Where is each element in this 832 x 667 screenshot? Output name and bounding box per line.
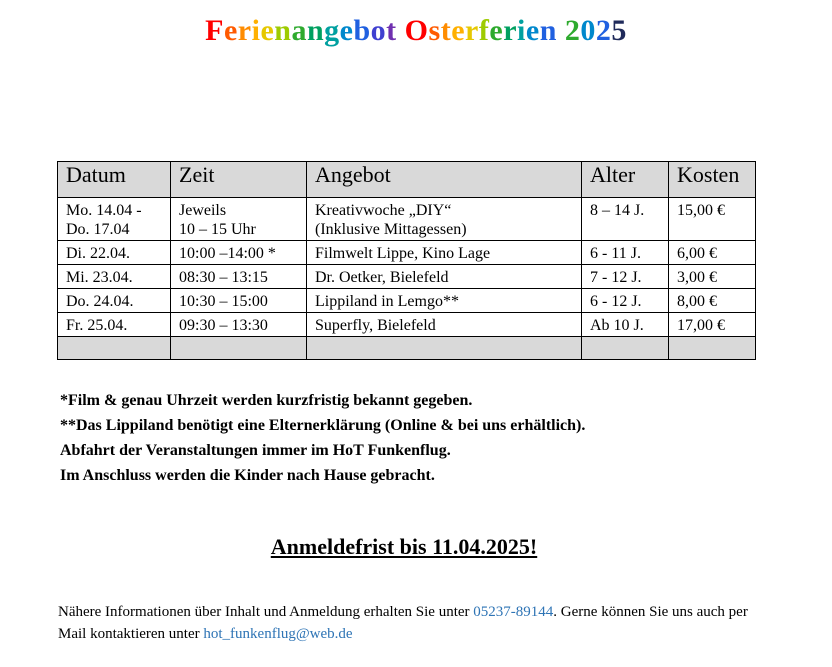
empty-cell [669,337,756,360]
table-row [58,265,756,289]
cell-alter: 6 - 12 J. [582,289,669,313]
offers-table [57,161,756,360]
cell-zeit: 09:30 – 13:30 [171,313,307,337]
title-letter: s [428,14,441,47]
header-alter: Alter [582,162,669,198]
title-letter: n [274,14,292,47]
table-header-row [58,162,756,198]
note-line: Abfahrt der Veranstaltungen immer im HoT Funkenflug. [60,442,451,459]
cell-angebot: Dr. Oetker, Bielefeld [307,265,582,289]
title-letter: n [306,14,325,47]
title-letter: e [223,14,238,47]
cell-kosten: 15,00 € [669,198,756,241]
title-letter: 0 [580,14,596,47]
empty-row [58,337,756,360]
table-row [58,289,756,313]
title-letter [397,14,405,47]
table-row [58,241,756,265]
title-letter: r [237,14,252,47]
cell-alter: 6 - 11 J. [582,241,669,265]
title-letter: f [478,14,490,47]
cell-angebot: Lippiland in Lemgo** [307,289,582,313]
empty-cell [171,337,307,360]
header-zeit: Zeit [171,162,307,198]
cell-kosten: 3,00 € [669,265,756,289]
note-line: Im Anschluss werden die Kinder nach Hause gebracht. [60,467,435,484]
empty-cell [582,337,669,360]
title-letter: r [465,14,479,47]
cell-alter: Ab 10 J. [582,313,669,337]
page-title [0,14,832,48]
note-line: **Das Lippiland benötigt eine Elternerklärung (Online & bei uns erhältlich). [60,417,586,434]
title-letter: o [370,14,387,47]
cell-alter: 7 - 12 J. [582,265,669,289]
email-link[interactable]: hot_funkenflug@web.de [203,626,353,642]
header-datum: Datum [58,162,171,198]
title-letter: g [324,14,340,47]
header-kosten: Kosten [669,162,756,198]
title-letter: e [525,14,540,47]
note-line: *Film & genau Uhrzeit werden kurzfristig bekannt gegeben. [60,392,473,409]
cell-datum: Fr. 25.04. [58,313,171,337]
notes [60,388,585,488]
empty-cell [307,337,582,360]
cell-zeit: 10:00 –14:00 * [171,241,307,265]
cell-alter: 8 – 14 J. [582,198,669,241]
table-row [58,313,756,337]
cell-datum: Di. 22.04. [58,241,171,265]
title-letter: 5 [611,14,627,47]
title-letter: e [489,14,504,47]
title-letter: t [386,14,397,47]
contact-info [58,601,758,645]
phone-link[interactable]: 05237-89144 [473,604,554,620]
cell-kosten: 17,00 € [669,313,756,337]
cell-zeit: Jeweils 10 – 15 Uhr [171,198,307,241]
title-letter: e [339,14,354,47]
cell-datum: Do. 24.04. [58,289,171,313]
title-letter: t [440,14,452,47]
title-letter [557,14,565,47]
cell-angebot: Superfly, Bielefeld [307,313,582,337]
cell-datum: Mi. 23.04. [58,265,171,289]
title-letter: b [353,14,371,47]
cell-kosten: 8,00 € [669,289,756,313]
title-letter: i [517,14,526,47]
title-letter: r [503,14,518,47]
empty-cell [58,337,171,360]
info-text: . Gerne können Sie uns auch per Mail kontaktieren unter [58,604,748,642]
title-letter: e [451,14,466,47]
cell-angebot: Filmwelt Lippe, Kino Lage [307,241,582,265]
title-letter: e [260,14,275,47]
title-letter: 2 [595,14,612,47]
title-letter: F [205,14,224,47]
title-letter: 2 [564,14,581,47]
header-angebot: Angebot [307,162,582,198]
cell-datum: Mo. 14.04 - Do. 17.04 [58,198,171,241]
cell-angebot: Kreativwoche „DIY“ (Inklusive Mittagessen) [307,198,582,241]
table-row [58,198,756,241]
cell-zeit: 08:30 – 13:15 [171,265,307,289]
info-text: Nähere Informationen über Inhalt und Anmeldung erhalten Sie unter [58,604,474,620]
cell-kosten: 6,00 € [669,241,756,265]
cell-zeit: 10:30 – 15:00 [171,289,307,313]
title-letter: i [251,14,261,47]
title-letter: n [539,14,557,47]
title-letter: a [291,14,307,47]
deadline: Anmeldefrist bis 11.04.2025! [270,534,538,559]
title-letter: O [404,14,429,47]
